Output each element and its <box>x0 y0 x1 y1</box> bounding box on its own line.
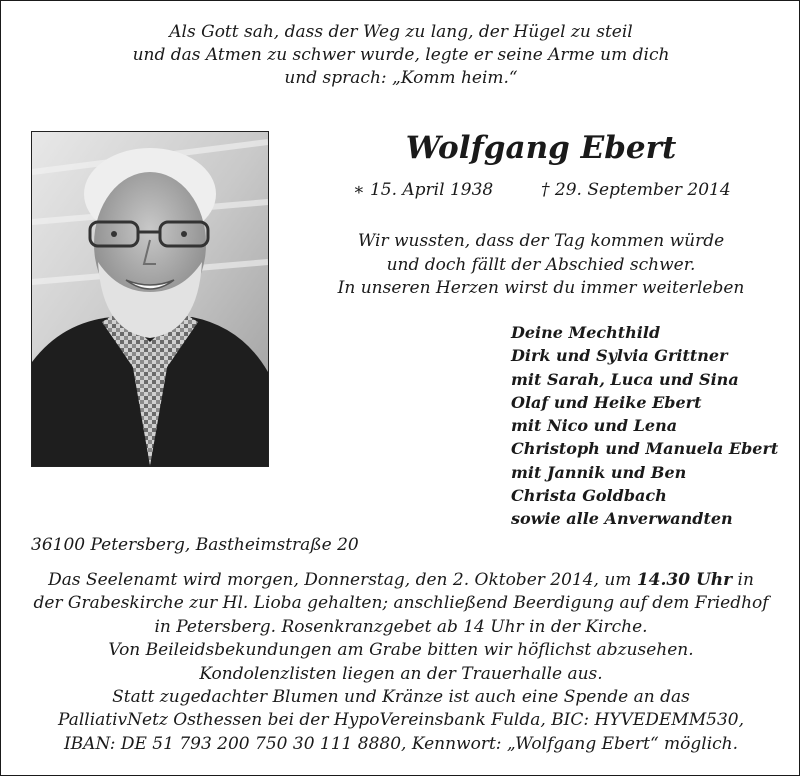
mourner-line: Dirk und Sylvia Grittner <box>511 346 728 366</box>
mourner-line: Olaf und Heike Ebert <box>511 392 702 412</box>
quote-line: und doch fällt der Abschied schwer. <box>386 254 696 275</box>
mourners-list <box>511 321 778 531</box>
mourner-line: mit Nico und Lena <box>511 416 678 436</box>
notice-line: Statt zugedachter Blumen und Kränze ist auch eine Spende an das <box>112 687 690 708</box>
opening-verse <box>1 21 800 90</box>
notice-line-1 <box>1 569 800 592</box>
mourner-line: Christoph und Manuela Ebert <box>511 439 779 459</box>
quote-line: Wir wussten, dass der Tag kommen würde <box>357 231 725 251</box>
death-date: † 29. September 2014 <box>541 180 731 200</box>
notice-line: in Petersberg. Rosenkranzgebet ab 14 Uhr in der Kirche. <box>154 616 648 637</box>
verse-line: Als Gott sah, dass der Weg zu lang, der Hügel zu steil <box>169 22 633 42</box>
farewell-quote <box>321 230 761 301</box>
notice-text: in <box>732 570 754 590</box>
portrait-illustration <box>32 132 268 466</box>
service-notice <box>1 569 800 756</box>
verse-line: und das Atmen zu schwer wurde, legte er seine Arme um dich <box>132 45 670 65</box>
notice-line: PalliativNetz Osthessen bei der HypoVereinsbank Fulda, BIC: HYVEDEMM530, <box>58 710 744 731</box>
mourner-line: mit Jannik und Ben <box>511 462 687 482</box>
mourner-line: Deine Mechthild <box>511 323 661 342</box>
birth-date: ∗ 15. April 1938 <box>353 180 494 200</box>
mourner-line: mit Sarah, Luca und Sina <box>511 369 739 389</box>
notice-line: IBAN: DE 51 793 200 750 30 111 8880, Kennwort: „Wolfgang Ebert“ möglich. <box>63 733 739 754</box>
notice-line: der Grabeskirche zur Hl. Lioba gehalten; anschließend Beerdigung auf dem Friedhof <box>33 593 769 614</box>
notice-text: Das Seelenamt wird morgen, Donnerstag, den 2. Oktober 2014, um <box>48 570 637 590</box>
service-time: 14.30 Uhr <box>636 570 733 590</box>
portrait-photo <box>31 131 269 467</box>
verse-line: und sprach: „Komm heim.“ <box>284 68 518 88</box>
family-address: 36100 Petersberg, Bastheimstraße 20 <box>31 535 359 555</box>
mourner-line: sowie alle Anverwandten <box>511 509 733 529</box>
deceased-name: Wolfgang Ebert <box>405 130 677 166</box>
notice-line: Von Beileidsbekundungen am Grabe bitten wir höflichst abzusehen. <box>108 640 694 661</box>
notice-line: Kondolenzlisten liegen an der Trauerhalle aus. <box>199 663 603 684</box>
quote-line: In unseren Herzen wirst du immer weiterleben <box>337 278 745 298</box>
mourner-line: Christa Goldbach <box>511 486 667 506</box>
